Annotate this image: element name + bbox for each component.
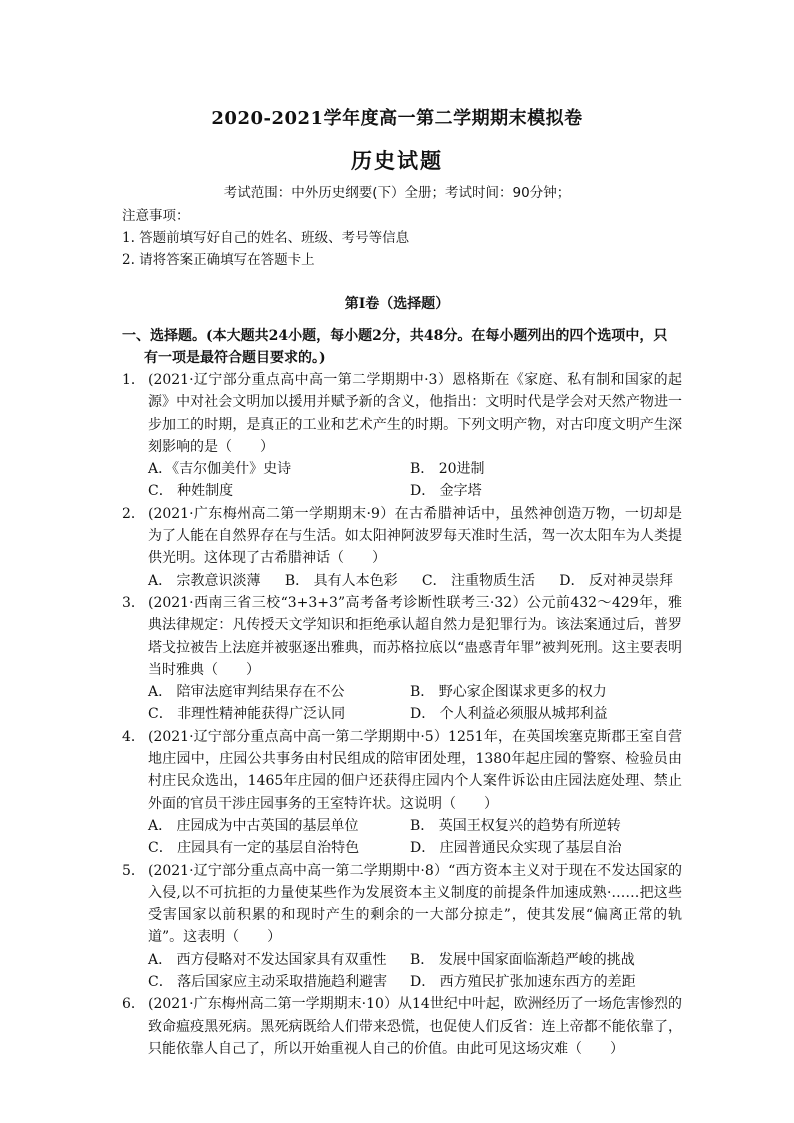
question-number: 1． xyxy=(122,372,145,388)
option-b: B． 20进制 xyxy=(410,461,485,478)
exam-subject: 历史试题 xyxy=(351,148,443,173)
question-number: 2． xyxy=(122,505,145,522)
question-number: 4． xyxy=(122,728,145,745)
question-list xyxy=(122,369,682,1060)
option-a: A． 陪审法庭审判结果存在不公 xyxy=(148,684,345,701)
question-stem: (2021·广东梅州高二第一学期期末·10）从14世纪中叶起，欧洲经历了一场危害惨烈的致命瘟疫黑死病。黑死病既给人们带来恐慌，也促使人们反省：连上帝都不能依靠了，只能依靠人自己了，所以开始重视人自己的价值。由此可见这场灾难（ ） xyxy=(148,996,682,1057)
question-stem: (2021·辽宁部分重点高中高一第二学期期中·8）“西方资本主义对于现在不发达国家的入侵,以不可抗拒的力量使某些作为发展资本主义制度的前提条件加速成熟·……把这些受害国家以前积累的和现时产生的剩余的一大部分掠走”，使其发展“偏离正常的轨道”。这表明（ ） xyxy=(148,862,682,946)
option-b: B． 英国王权复兴的趋势有所逆转 xyxy=(410,817,621,834)
option-a: A． 宗教意识淡薄 xyxy=(148,572,261,589)
section-heading-line1: 一、选择题。(本大题共24小题，每小题2分，共48分。在每小题列出的四个选项中，只 xyxy=(122,328,668,344)
option-c: C． 非理性精神能获得广泛认同 xyxy=(148,706,346,723)
option-b: B． 野心家企图谋求更多的权力 xyxy=(410,684,607,701)
question-item xyxy=(122,369,682,503)
question-stem: (2021·辽宁部分重点高中高一第二学期期中·5）1251年，在英国埃塞克斯郡王室自营地庄园中，庄园公共事务由村民组成的陪审团处理，1380年起庄园的警察、检验员由村庄民众选出，1465年庄园的佃户还获得庄园内个人案件诉讼由庄园法庭处理、禁止外面的官员干涉庄园事务的王室特许状。这说明（ ） xyxy=(148,728,682,812)
question-number: 3． xyxy=(122,594,145,611)
notice-block xyxy=(122,205,409,271)
option-d: D． 庄园普通民众实现了基层自治 xyxy=(410,840,622,857)
notice-item: 2. 请将答案正确填写在答题卡上 xyxy=(122,252,315,268)
section-heading-line2: 有一项是最符合题目要求的。) xyxy=(144,350,326,366)
option-a: A． 庄园成为中古英国的基层单位 xyxy=(148,817,359,834)
option-c: C． 落后国家应主动采取措施趋利避害 xyxy=(148,974,388,991)
part-title: 第I卷（选择题） xyxy=(344,296,450,312)
option-c: C． 庄园具有一定的基层自治特色 xyxy=(148,840,360,857)
question-stem: (2021·辽宁部分重点高中高一第二学期期中·3）恩格斯在《家庭、私有制和国家的起源》中对社会文明加以援用并赋予新的含义，他指出：文明时代是学会对天然产物进一步加工的时期，是真正的工业和艺术产生的时期。下列文明产物，对古印度文明产生深刻影响的是（ ） xyxy=(148,372,682,455)
option-c: C． 注重物质生活 xyxy=(421,572,536,589)
option-b: B． 发展中国家面临渐趋严峻的挑战 xyxy=(410,951,635,968)
question-item xyxy=(122,726,682,860)
notice-item: 1. 答题前填写好自己的姓名、班级、考号等信息 xyxy=(122,230,410,246)
question-item xyxy=(122,860,682,994)
question-stem: (2021·西南三省三校“3+3+3”高考备考诊断性联考三·32）公元前432～429年，雅典法律规定：凡传授天文学知识和拒绝承认超自然力是犯罪行为。该法案通过后，普罗塔戈拉被告上法庭并被驱逐出雅典，而苏格拉底以“蛊惑青年罪”被判死刑。这主要表明当时雅典（ ） xyxy=(148,594,682,678)
question-item xyxy=(122,503,682,592)
option-c: C． 种姓制度 xyxy=(148,483,234,500)
section-heading xyxy=(122,325,682,369)
notice-heading: 注意事项： xyxy=(122,208,190,224)
question-number: 5． xyxy=(122,862,145,879)
option-d: D． 金字塔 xyxy=(410,483,482,500)
exam-scope: 考试范围：中外历史纲要(下）全册；考试时间：90分钟； xyxy=(223,185,571,201)
option-a: A．《吉尔伽美什》史诗 xyxy=(148,461,292,478)
option-d: D． 西方殖民扩张加速东西方的差距 xyxy=(410,974,636,991)
question-item xyxy=(122,993,682,1060)
question-stem: (2021·广东梅州高二第一学期期末·9）在古希腊神话中，虽然神创造万物，一切却是为了人能在自然界存在与生活。如太阳神阿波罗每天准时生活，驾一次太阳车为人类提供光明。这体现了古希腊神话（ ） xyxy=(148,505,682,567)
question-item xyxy=(122,592,682,726)
option-d: D． 个人利益必须服从城邦利益 xyxy=(410,706,608,723)
option-a: A． 西方侵略对不发达国家具有双重性 xyxy=(148,951,387,968)
option-d: D． 反对神灵崇拜 xyxy=(559,572,673,589)
exam-title: 2020-2021学年度高一第二学期期末模拟卷 xyxy=(211,108,583,129)
option-b: B． 具有人本色彩 xyxy=(284,572,398,589)
question-number: 6． xyxy=(122,996,145,1013)
